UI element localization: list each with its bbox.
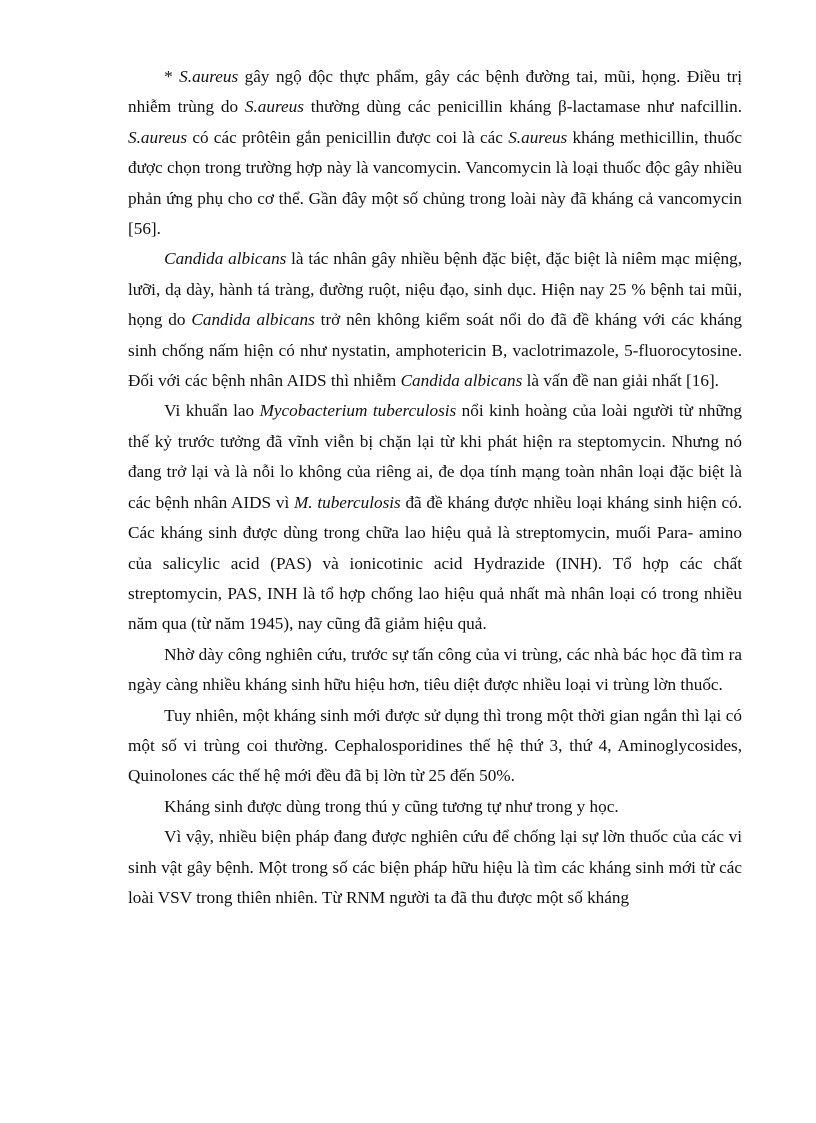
text-run: Vì vậy, nhiều biện pháp đang được nghiên cứu để chống lại sự lờn thuốc của các vi sinh vật gây bệnh. Một trong số các biện pháp hữu hiệu là tìm các kháng sinh mới từ các loài VSV trong thiên nhiên. Từ RNM người ta đã thu được một số kháng [128,827,742,907]
species-name: Candida albicans [191,310,315,330]
species-name: M. tuberculosis [293,492,401,512]
text-run: Tuy nhiên, một kháng sinh mới được sử dụng thì trong một thời gian ngắn thì lại có một số vi trùng coi thường. Cephalosporidines thế hệ thứ 3, thứ 4, Aminoglycosides, Quinolones các thế hệ mới đều đã bị lờn từ 25 đến 50%. [128,705,742,786]
paragraph-tuberculosis [128,396,742,639]
text-run: có các prôtêin gắn penicillin được coi là các [187,127,509,147]
text-run: Nhờ dày công nghiên cứu, trước sự tấn công của vi trùng, các nhà bác học đã tìm ra ngày càng nhiều kháng sinh hữu hiệu hơn, tiêu diệt được nhiều loại vi trùng lờn thuốc. [128,644,742,695]
text-run: kháng methicillin, thuốc được chọn trong trường hợp này là vancomycin. Vancomycin là loại thuốc độc gây nhiều phản ứng phụ cho cơ thể. Gần đây một số chủng trong loài này đã kháng cả vancomycin [56]. [128,127,743,239]
text-run: gây ngộ độc thực phẩm, gây các bệnh đường tai, mũi, họng. Điều trị nhiễm trùng do [128,67,743,117]
text-run: thường dùng các penicillin kháng β-lactamase như nafcillin. [303,97,742,117]
text-run: trở nên không kiểm soát nổi do đã đề kháng với các kháng sinh chống nấm hiện có như nystatin, amphotericin B, vaclotrimazole, 5-fluorocytosine. Đối với các bệnh nhân AIDS thì nhiễm [128,310,743,391]
text-run: là vấn đề nan giải nhất [16]. [522,371,719,391]
species-name: Mycobacterium tuberculosis [259,401,457,421]
species-name: S.aureus [128,127,188,147]
paragraph-measures [128,822,742,913]
paragraph-veterinary [128,792,742,822]
species-name: Candida albicans [164,249,287,269]
species-name: S.aureus [179,67,239,86]
paragraph-saureus [128,62,742,244]
paragraph-candida [128,244,742,396]
text-run: * [164,67,180,86]
paragraph-resistance [128,701,742,792]
text-run: Kháng sinh được dùng trong thú y cũng tương tự như trong y học. [164,796,619,816]
document-page [128,62,742,913]
paragraph-research [128,640,742,701]
text-run: đã đề kháng được nhiều loại kháng sinh hiện có. Các kháng sinh được dùng trong chữa lao hiệu quả là streptomycin, muối Para- amino của salicylic acid (PAS) và ionicotinic acid Hydrazide (INH). Tổ hợp các chất streptomycin, PAS, INH là tổ hợp chống lao hiệu quả nhất mà nhân loại có trong nhiều năm qua (từ năm 1945), nay cũng đã giảm hiệu quả. [128,492,742,634]
species-name: S.aureus [508,127,568,147]
species-name: S.aureus [244,97,304,117]
text-run: là tác nhân gây nhiều bệnh đặc biệt, đặc biệt là niêm mạc miệng, lưỡi, dạ dày, hành tá tràng, đường ruột, niệu đạo, sinh dục. Hiện nay 25 % bệnh tai mũi, họng do [128,249,742,330]
species-name: Candida albicans [400,371,523,391]
text-run: nổi kinh hoàng của loài người từ những thế kỷ trước tưởng đã vĩnh viễn bị chặn lại từ khi phát hiện ra steptomycin. Nhưng nó đang trở lại và là nỗi lo không của riêng ai, đe dọa tính mạng toàn nhân loại đặc biệt là các bệnh nhân AIDS vì [128,401,743,512]
text-run: Vi khuẩn lao [164,401,260,421]
